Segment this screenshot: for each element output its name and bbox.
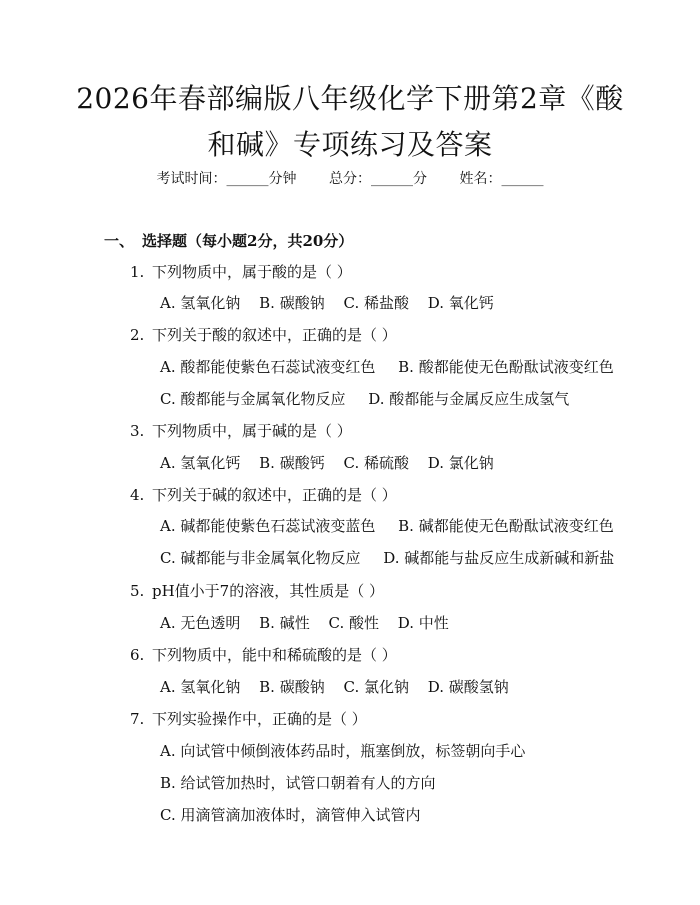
question-4-options-row-1	[160, 515, 628, 536]
question-5	[130, 580, 384, 601]
option-c: C. 稀盐酸	[343, 294, 409, 312]
question-3	[130, 420, 352, 441]
option-a: A. 氢氧化钠	[160, 678, 241, 696]
title-line-1: 2026年春部编版八年级化学下册第2章《酸	[76, 82, 624, 115]
option-d: D. 碱都能与盐反应生成新碱和新盐	[383, 549, 615, 567]
option-a: A. 向试管中倾倒液体药品时，瓶塞倒放，标签朝向手心	[160, 742, 526, 760]
option-c: C. 氯化钠	[343, 678, 409, 696]
question-text: 下列关于酸的叙述中，正确的是（ ）	[152, 326, 397, 344]
question-6-options	[160, 676, 523, 697]
option-b: B. 碳酸钠	[259, 678, 325, 696]
page-title	[0, 76, 700, 168]
option-b: B. 碳酸钙	[259, 454, 325, 472]
option-d: D. 中性	[397, 614, 449, 632]
section-number: 一、	[104, 232, 135, 250]
option-b: B. 给试管加热时，试管口朝着有人的方向	[160, 774, 436, 792]
option-b: B. 碱都能使无色酚酞试液变红色	[398, 517, 614, 535]
question-7	[130, 708, 367, 729]
question-5-options	[160, 612, 463, 633]
question-text: pH值小于7的溶液，其性质是（ ）	[152, 582, 384, 600]
question-1-options	[160, 292, 508, 313]
question-4-options-row-2	[160, 547, 628, 568]
question-2-options-row-2	[160, 388, 583, 409]
exam-total-score: 总分：______分	[329, 171, 427, 187]
option-b: B. 碱性	[259, 614, 310, 632]
section-title: 选择题（每小题2分，共20分）	[142, 232, 354, 250]
question-text: 下列物质中，能中和稀硫酸的是（ ）	[152, 646, 397, 664]
question-number: 4.	[130, 486, 145, 504]
option-c: C. 稀硫酸	[343, 454, 409, 472]
option-c: C. 碱都能与非金属氧化物反应	[160, 549, 361, 567]
exam-student-name: 姓名：______	[459, 171, 544, 187]
option-b: B. 酸都能使无色酚酞试液变红色	[398, 358, 614, 376]
title-line-2: 和碱》专项练习及答案	[207, 128, 493, 161]
option-d: D. 碳酸氢钠	[427, 678, 509, 696]
question-text: 下列物质中，属于酸的是（ ）	[152, 263, 352, 281]
question-7-option-b	[160, 772, 450, 793]
option-a: A. 无色透明	[160, 614, 241, 632]
exam-meta	[0, 168, 700, 188]
question-text: 下列实验操作中，正确的是（ ）	[152, 710, 367, 728]
option-a: A. 氢氧化钠	[160, 294, 241, 312]
question-text: 下列关于碱的叙述中，正确的是（ ）	[152, 486, 397, 504]
option-d: D. 酸都能与金属反应生成氢气	[368, 390, 570, 408]
question-number: 2.	[130, 326, 145, 344]
question-number: 3.	[130, 422, 145, 440]
question-text: 下列物质中，属于碱的是（ ）	[152, 422, 352, 440]
option-d: D. 氯化钠	[427, 454, 494, 472]
question-7-option-c	[160, 804, 434, 825]
question-number: 1.	[130, 263, 145, 281]
exam-time: 考试时间：______分钟	[156, 171, 297, 187]
option-b: B. 碳酸钠	[259, 294, 325, 312]
section-heading	[104, 230, 353, 251]
option-a: A. 氢氧化钙	[160, 454, 241, 472]
option-c: C. 酸都能与金属氧化物反应	[160, 390, 346, 408]
option-c: C. 用滴管滴加液体时，滴管伸入试管内	[160, 806, 421, 824]
question-3-options	[160, 452, 508, 473]
option-c: C. 酸性	[328, 614, 379, 632]
option-d: D. 氧化钙	[427, 294, 494, 312]
question-number: 5.	[130, 582, 145, 600]
question-number: 6.	[130, 646, 145, 664]
question-2	[130, 324, 397, 345]
question-7-option-a	[160, 740, 539, 761]
question-6	[130, 644, 397, 665]
question-2-options-row-1	[160, 356, 628, 377]
option-a: A. 酸都能使紫色石蕊试液变红色	[160, 358, 376, 376]
question-4	[130, 484, 397, 505]
question-1	[130, 261, 352, 282]
question-number: 7.	[130, 710, 145, 728]
option-a: A. 碱都能使紫色石蕊试液变蓝色	[160, 517, 376, 535]
